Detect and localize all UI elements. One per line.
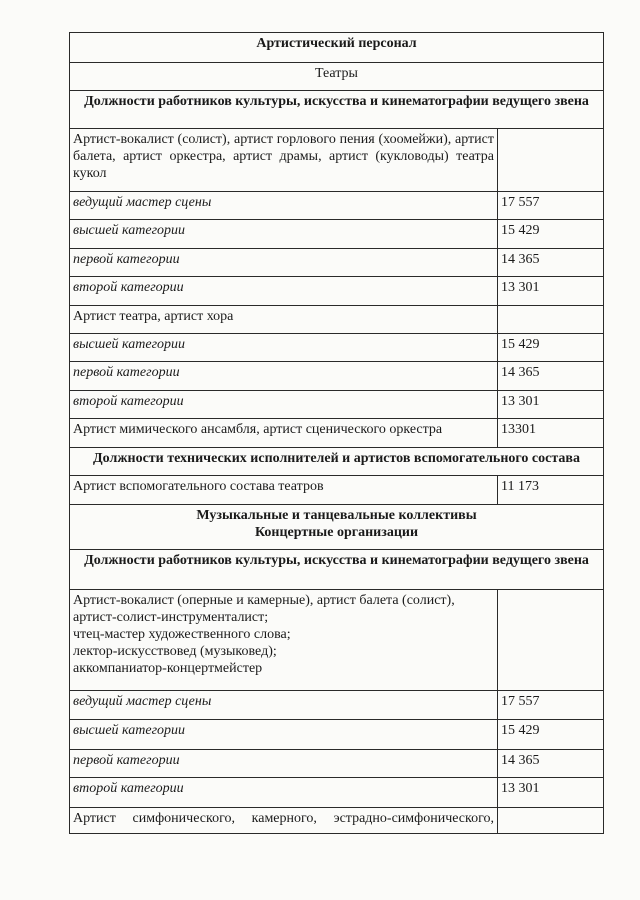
section-heading: Музыкальные и танцевальные коллективы Концертные организации xyxy=(70,505,604,550)
section-heading: Должности технических исполнителей и артистов вспомогательного состава xyxy=(70,448,604,476)
table-row xyxy=(70,277,604,306)
section-heading: Артистический персонал xyxy=(70,33,604,63)
table-row xyxy=(70,391,604,419)
salary-value: 14 365 xyxy=(498,249,604,277)
table-row xyxy=(70,249,604,277)
category-label: ведущий мастер сцены xyxy=(70,691,498,720)
table-row xyxy=(70,590,604,691)
salary-value xyxy=(498,590,604,691)
category-label: второй категории xyxy=(70,778,498,808)
salary-value: 14 365 xyxy=(498,362,604,391)
section-header-row xyxy=(70,505,604,550)
salary-value: 15 429 xyxy=(498,220,604,249)
table-row xyxy=(70,476,604,505)
category-label: высшей категории xyxy=(70,220,498,249)
category-label: высшей категории xyxy=(70,334,498,362)
category-label: высшей категории xyxy=(70,720,498,750)
table-row xyxy=(70,192,604,220)
salary-value: 15 429 xyxy=(498,334,604,362)
position-title: Артист театра, артист хора xyxy=(70,306,498,334)
table-row xyxy=(70,808,604,834)
salary-value: 17 557 xyxy=(498,691,604,720)
salary-value: 11 173 xyxy=(498,476,604,505)
salary-value: 15 429 xyxy=(498,720,604,750)
table-row xyxy=(70,220,604,249)
section-header-row xyxy=(70,91,604,129)
section-header-row xyxy=(70,448,604,476)
table-row xyxy=(70,750,604,778)
table-row xyxy=(70,720,604,750)
salary-value: 17 557 xyxy=(498,192,604,220)
section-heading: Театры xyxy=(70,63,604,91)
position-title: Артист симфонического, камерного, эстрадно-симфонического, xyxy=(70,808,498,834)
salary-value: 13 301 xyxy=(498,391,604,419)
position-title: Артист вспомогательного состава театров xyxy=(70,476,498,505)
table-row xyxy=(70,129,604,192)
salary-value: 13301 xyxy=(498,419,604,448)
section-header-row xyxy=(70,33,604,63)
salary-value xyxy=(498,129,604,192)
salary-value xyxy=(498,306,604,334)
salary-value: 13 301 xyxy=(498,778,604,808)
position-title: Артист мимического ансамбля, артист сценического оркестра xyxy=(70,419,498,448)
section-header-row xyxy=(70,550,604,590)
table-row xyxy=(70,691,604,720)
category-label: первой категории xyxy=(70,249,498,277)
table-row xyxy=(70,306,604,334)
category-label: второй категории xyxy=(70,277,498,306)
table-row xyxy=(70,334,604,362)
category-label: первой категории xyxy=(70,362,498,391)
section-heading: Должности работников культуры, искусства и кинематографии ведущего звена xyxy=(70,91,604,129)
salary-value xyxy=(498,808,604,834)
salary-table xyxy=(69,32,604,834)
salary-value: 13 301 xyxy=(498,277,604,306)
section-header-row xyxy=(70,63,604,91)
table-row xyxy=(70,419,604,448)
category-label: второй категории xyxy=(70,391,498,419)
position-title: Артист-вокалист (оперные и камерные), артист балета (солист), артист-солист-инструменталист; чтец-мастер художественного слова; лектор-искусствовед (музыковед); аккомпаниатор-концертмейстер xyxy=(70,590,498,691)
table-row xyxy=(70,778,604,808)
position-title: Артист-вокалист (солист), артист горлового пения (хоомейжи), артист балета, артист оркестра, артист драмы, артист (кукловоды) театра кукол xyxy=(70,129,498,192)
table-row xyxy=(70,362,604,391)
category-label: ведущий мастер сцены xyxy=(70,192,498,220)
salary-value: 14 365 xyxy=(498,750,604,778)
section-heading: Должности работников культуры, искусства и кинематографии ведущего звена xyxy=(70,550,604,590)
category-label: первой категории xyxy=(70,750,498,778)
